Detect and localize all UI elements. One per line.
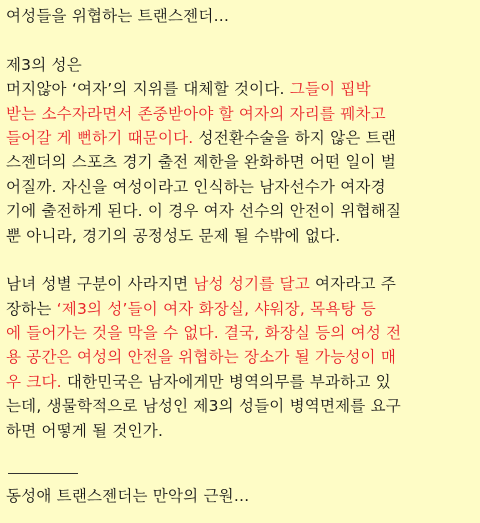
highlighted-text: 에 들어가는 것을 막을 수 없다. 결국, 화장실 등의 여성 전 xyxy=(6,324,402,343)
text-line xyxy=(6,150,474,174)
body-text: 장하는 xyxy=(6,299,57,318)
text-line xyxy=(6,126,474,150)
body-text: 머지않아 ‘여자’의 지위를 대체할 것이다. xyxy=(6,80,290,99)
text-line xyxy=(6,199,474,223)
body-text: 성전환수술을 하지 않은 트랜 xyxy=(193,128,397,147)
footer-title: 동성애 트랜스젠더는 만악의 근원… xyxy=(6,487,250,506)
body-text: 어질까. 자신을 여성이라고 인식하는 남자선수가 여자경 xyxy=(6,177,386,196)
text-line xyxy=(6,175,474,199)
divider-line xyxy=(8,473,78,474)
highlighted-text: 받는 소수자라면서 존중받아야 할 여자의 자리를 꿰차고 xyxy=(6,104,386,123)
body-text: 스젠더의 스포츠 경기 출전 제한을 완화하면 어떤 일이 벌 xyxy=(6,153,396,172)
text-line xyxy=(6,77,474,101)
document-title: 여성들을 위협하는 트랜스젠더… xyxy=(6,7,230,25)
text-line xyxy=(6,224,474,248)
highlighted-text: 용 공간은 여성의 안전을 위협하는 장소가 될 가능성이 매 xyxy=(6,348,396,367)
text-line xyxy=(6,272,474,296)
highlighted-text: ‘제3의 성’들이 여자 화장실, 샤워장, 목욕탕 등 xyxy=(56,299,376,318)
spacer xyxy=(6,443,474,467)
body-text: 여자라고 주 xyxy=(309,275,397,294)
paragraph-1 xyxy=(6,77,474,248)
highlighted-text: 남성 성기를 달고 xyxy=(193,275,310,294)
text-line xyxy=(6,297,474,321)
body-text: 하면 어떻게 될 것인가. xyxy=(6,421,164,440)
text-line xyxy=(6,419,474,443)
highlighted-text: 우 크다. xyxy=(6,372,62,391)
text-line xyxy=(6,370,474,394)
text-line xyxy=(6,321,474,345)
body-text: 남녀 성별 구분이 사라지면 xyxy=(6,275,194,294)
text-line xyxy=(6,394,474,418)
spacer xyxy=(6,28,474,52)
body-text: 기에 출전하게 된다. 이 경우 여자 선수의 안전이 위협해질 xyxy=(6,202,402,221)
highlighted-text: 그들이 핍박 xyxy=(289,80,371,99)
spacer xyxy=(6,248,474,272)
paragraph-2 xyxy=(6,272,474,443)
body-text: 는데, 생물학적으로 남성인 제3의 성들이 병역면제를 요구 xyxy=(6,397,401,416)
highlighted-text: 들어갈 게 뻔하기 때문이다. xyxy=(6,128,194,147)
section-heading: 제3의 성은 xyxy=(6,55,82,74)
text-line xyxy=(6,102,474,126)
body-text: 대한민국은 남자에게만 병역의무를 부과하고 있 xyxy=(61,372,391,391)
body-text: 뿐 아니라, 경기의 공정성도 문제 될 수밖에 없다. xyxy=(6,226,341,245)
text-line xyxy=(6,345,474,369)
